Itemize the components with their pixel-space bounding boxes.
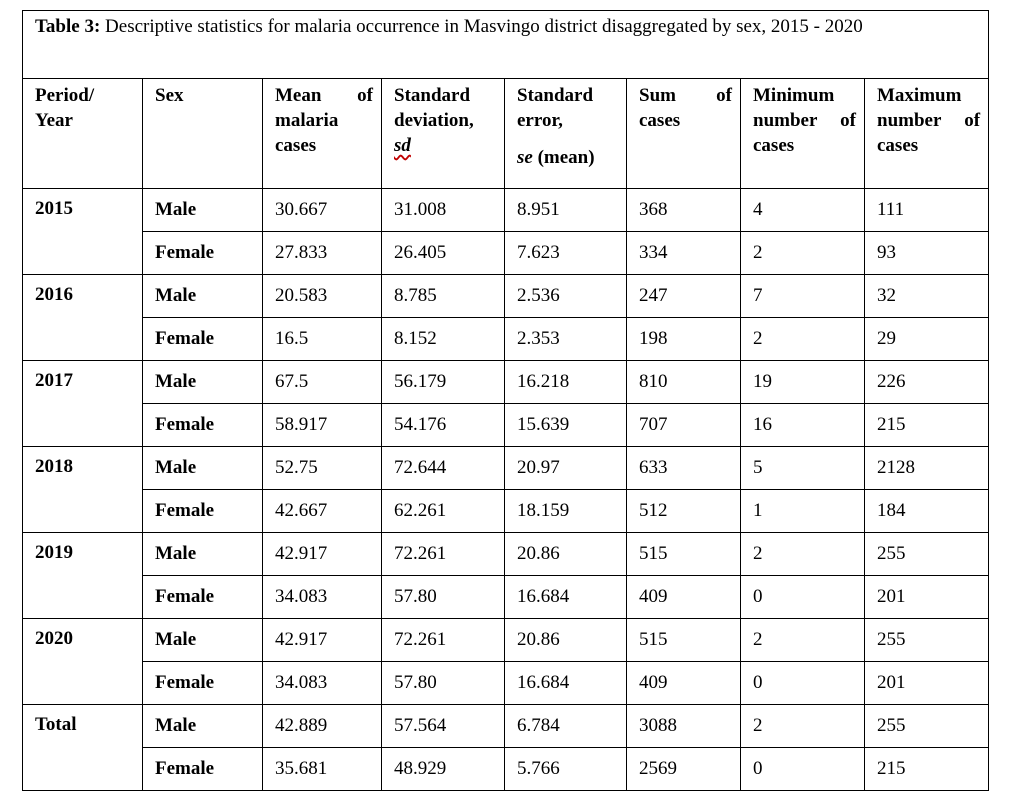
statistics-table — [22, 10, 989, 791]
max-cell: 201 — [865, 662, 989, 705]
table-caption — [23, 11, 989, 79]
sex-cell: Male — [143, 619, 263, 662]
table-row — [23, 490, 989, 533]
sex-cell: Male — [143, 705, 263, 748]
sum-cell: 707 — [627, 404, 741, 447]
header-sd-text: Standard deviation, — [394, 85, 474, 131]
mean-cell: 67.5 — [263, 361, 382, 404]
min-cell: 4 — [741, 189, 865, 232]
sex-cell: Female — [143, 662, 263, 705]
sd-cell: 31.008 — [382, 189, 505, 232]
header-se-suffix: (mean) — [532, 147, 595, 168]
sex-cell: Female — [143, 404, 263, 447]
sum-cell: 512 — [627, 490, 741, 533]
sex-cell: Female — [143, 232, 263, 275]
table-row — [23, 533, 989, 576]
max-cell: 215 — [865, 404, 989, 447]
sd-cell: 26.405 — [382, 232, 505, 275]
se-cell: 5.766 — [505, 748, 627, 791]
max-cell: 255 — [865, 705, 989, 748]
header-sex: Sex — [143, 79, 263, 189]
caption-row — [23, 11, 989, 79]
sum-cell: 515 — [627, 619, 741, 662]
mean-cell: 34.083 — [263, 662, 382, 705]
min-cell: 5 — [741, 447, 865, 490]
sd-cell: 57.564 — [382, 705, 505, 748]
max-cell: 255 — [865, 533, 989, 576]
se-cell: 6.784 — [505, 705, 627, 748]
header-row — [23, 79, 989, 189]
year-cell: 2018 — [23, 447, 143, 533]
table-row — [23, 447, 989, 490]
sd-cell: 48.929 — [382, 748, 505, 791]
se-cell: 15.639 — [505, 404, 627, 447]
table-row — [23, 232, 989, 275]
sd-cell: 57.80 — [382, 576, 505, 619]
sum-cell: 409 — [627, 576, 741, 619]
sd-cell: 72.261 — [382, 533, 505, 576]
header-se-symbol: se — [517, 147, 533, 168]
max-cell: 111 — [865, 189, 989, 232]
mean-cell: 52.75 — [263, 447, 382, 490]
sex-cell: Male — [143, 533, 263, 576]
max-cell: 184 — [865, 490, 989, 533]
se-cell: 18.159 — [505, 490, 627, 533]
min-cell: 2 — [741, 619, 865, 662]
sum-cell: 2569 — [627, 748, 741, 791]
min-cell: 1 — [741, 490, 865, 533]
caption-label: Table 3: — [35, 16, 101, 37]
header-sum: Sum of cases — [627, 79, 741, 189]
mean-cell: 34.083 — [263, 576, 382, 619]
min-cell: 2 — [741, 232, 865, 275]
mean-cell: 42.667 — [263, 490, 382, 533]
table-body — [23, 189, 989, 791]
sum-cell: 368 — [627, 189, 741, 232]
year-cell: Total — [23, 705, 143, 791]
header-sd-symbol: sd — [394, 135, 411, 156]
sum-cell: 334 — [627, 232, 741, 275]
mean-cell: 58.917 — [263, 404, 382, 447]
table-row — [23, 705, 989, 748]
min-cell: 0 — [741, 748, 865, 791]
se-cell: 2.536 — [505, 275, 627, 318]
mean-cell: 42.917 — [263, 619, 382, 662]
min-cell: 0 — [741, 662, 865, 705]
min-cell: 7 — [741, 275, 865, 318]
table-row — [23, 189, 989, 232]
min-cell: 16 — [741, 404, 865, 447]
max-cell: 215 — [865, 748, 989, 791]
mean-cell: 42.917 — [263, 533, 382, 576]
se-cell: 8.951 — [505, 189, 627, 232]
sum-cell: 515 — [627, 533, 741, 576]
max-cell: 201 — [865, 576, 989, 619]
table-row — [23, 361, 989, 404]
header-mean: Mean of malaria cases — [263, 79, 382, 189]
header-min: Minimum number of cases — [741, 79, 865, 189]
sum-cell: 409 — [627, 662, 741, 705]
table-row — [23, 318, 989, 361]
year-cell: 2017 — [23, 361, 143, 447]
max-cell: 32 — [865, 275, 989, 318]
table-container — [22, 10, 988, 791]
se-cell: 16.684 — [505, 576, 627, 619]
sex-cell: Female — [143, 748, 263, 791]
se-cell: 16.684 — [505, 662, 627, 705]
table-row — [23, 576, 989, 619]
mean-cell: 30.667 — [263, 189, 382, 232]
sum-cell: 198 — [627, 318, 741, 361]
sd-cell: 57.80 — [382, 662, 505, 705]
header-se — [505, 79, 627, 189]
mean-cell: 20.583 — [263, 275, 382, 318]
se-cell: 7.623 — [505, 232, 627, 275]
header-period: Period/ Year — [23, 79, 143, 189]
sd-cell: 56.179 — [382, 361, 505, 404]
sex-cell: Female — [143, 490, 263, 533]
max-cell: 29 — [865, 318, 989, 361]
header-se-text: Standard error, — [517, 85, 594, 131]
sd-cell: 54.176 — [382, 404, 505, 447]
sum-cell: 810 — [627, 361, 741, 404]
header-sd — [382, 79, 505, 189]
max-cell: 93 — [865, 232, 989, 275]
year-cell: 2016 — [23, 275, 143, 361]
table-row — [23, 619, 989, 662]
table-row — [23, 275, 989, 318]
sd-cell: 8.152 — [382, 318, 505, 361]
caption-text: Descriptive statistics for malaria occurrence in Masvingo district disaggregated by sex, 2015 - 2020 — [100, 16, 863, 37]
sex-cell: Male — [143, 189, 263, 232]
sum-cell: 3088 — [627, 705, 741, 748]
sex-cell: Male — [143, 447, 263, 490]
sex-cell: Male — [143, 275, 263, 318]
sd-cell: 72.644 — [382, 447, 505, 490]
min-cell: 19 — [741, 361, 865, 404]
min-cell: 0 — [741, 576, 865, 619]
max-cell: 255 — [865, 619, 989, 662]
se-cell: 20.86 — [505, 533, 627, 576]
se-cell: 20.97 — [505, 447, 627, 490]
year-cell: 2015 — [23, 189, 143, 275]
mean-cell: 27.833 — [263, 232, 382, 275]
sd-cell: 8.785 — [382, 275, 505, 318]
min-cell: 2 — [741, 705, 865, 748]
sex-cell: Male — [143, 361, 263, 404]
min-cell: 2 — [741, 533, 865, 576]
max-cell: 2128 — [865, 447, 989, 490]
sd-cell: 72.261 — [382, 619, 505, 662]
min-cell: 2 — [741, 318, 865, 361]
sex-cell: Female — [143, 318, 263, 361]
table-row — [23, 748, 989, 791]
sum-cell: 633 — [627, 447, 741, 490]
header-max: Maximum number of cases — [865, 79, 989, 189]
sex-cell: Female — [143, 576, 263, 619]
mean-cell: 16.5 — [263, 318, 382, 361]
sum-cell: 247 — [627, 275, 741, 318]
max-cell: 226 — [865, 361, 989, 404]
se-cell: 20.86 — [505, 619, 627, 662]
year-cell: 2019 — [23, 533, 143, 619]
table-row — [23, 404, 989, 447]
table-row — [23, 662, 989, 705]
se-cell: 16.218 — [505, 361, 627, 404]
mean-cell: 42.889 — [263, 705, 382, 748]
mean-cell: 35.681 — [263, 748, 382, 791]
se-cell: 2.353 — [505, 318, 627, 361]
sd-cell: 62.261 — [382, 490, 505, 533]
year-cell: 2020 — [23, 619, 143, 705]
